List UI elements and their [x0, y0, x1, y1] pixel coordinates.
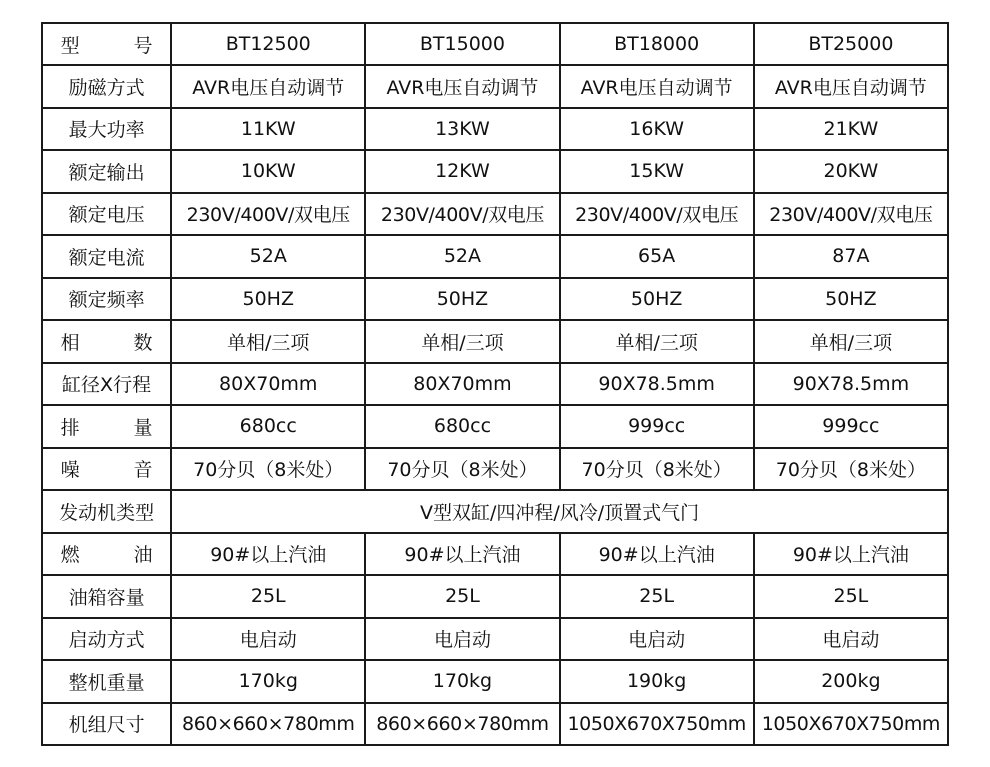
- cell-value: 90#以上汽油: [792, 544, 909, 567]
- row-label: 最大功率: [68, 119, 145, 142]
- cell-value: 999cc: [822, 415, 880, 438]
- cell-value: 70分贝（8米处）: [581, 459, 732, 482]
- value-cell: [754, 150, 948, 193]
- cell-value: 21KW: [823, 117, 879, 140]
- row-label: 油箱容量: [68, 586, 145, 609]
- value-cell: [560, 108, 754, 151]
- cell-value: 50HZ: [242, 287, 294, 310]
- spec-row: [42, 363, 948, 406]
- value-cell: [560, 575, 754, 618]
- cell-value: 90#以上汽油: [210, 544, 327, 567]
- value-cell: [365, 405, 559, 448]
- row-label-cell: [42, 405, 171, 448]
- cell-value: 65A: [638, 245, 676, 268]
- row-label-cell: [42, 618, 171, 661]
- value-cell: [171, 448, 365, 491]
- value-cell: [171, 235, 365, 278]
- value-cell: [560, 320, 754, 363]
- cell-value: 52A: [443, 245, 482, 268]
- cell-value: 90X78.5mm: [792, 372, 910, 395]
- cell-value: 电启动: [433, 629, 491, 652]
- cell-value: 230V/400V/双电压: [769, 204, 933, 227]
- spec-row: [42, 490, 948, 533]
- spec-row: [42, 533, 948, 576]
- value-cell: [365, 235, 559, 278]
- spec-row: [42, 618, 948, 661]
- spec-row: [42, 320, 948, 363]
- row-label: 励磁方式: [68, 76, 145, 99]
- value-cell: [560, 278, 754, 321]
- cell-value: 1050X670X750mm: [567, 712, 746, 735]
- row-label: 缸径X行程: [62, 374, 152, 397]
- value-cell: [754, 660, 948, 703]
- value-cell: [754, 108, 948, 151]
- cell-value: 170kg: [432, 670, 493, 693]
- row-label-cell: [42, 278, 171, 321]
- value-cell: [560, 65, 754, 108]
- value-cell: [560, 363, 754, 406]
- value-cell: [365, 150, 559, 193]
- value-cell: [754, 533, 948, 576]
- spec-row: [42, 150, 948, 193]
- cell-value: 20KW: [823, 160, 879, 183]
- cell-value: 单相/三项: [227, 331, 310, 354]
- row-label-cell: [42, 575, 171, 618]
- value-cell: [365, 363, 559, 406]
- value-cell: [754, 448, 948, 491]
- value-cell: [365, 278, 559, 321]
- value-cell: [365, 533, 559, 576]
- spec-row: [42, 703, 948, 746]
- cell-value: AVR电压自动调节: [774, 76, 927, 99]
- value-cell: [365, 108, 559, 151]
- cell-value: 70分贝（8米处）: [775, 459, 926, 482]
- cell-value: 15KW: [629, 160, 685, 183]
- value-cell: [171, 363, 365, 406]
- value-cell: [560, 405, 754, 448]
- value-cell: [171, 575, 365, 618]
- model-header-1: [171, 23, 365, 65]
- value-cell: [171, 320, 365, 363]
- cell-value: 80X70mm: [413, 372, 512, 395]
- value-cell: [754, 363, 948, 406]
- row-label: 额定输出: [68, 161, 145, 184]
- cell-value: 单相/三项: [615, 331, 698, 354]
- value-cell: [365, 65, 559, 108]
- value-cell: [560, 660, 754, 703]
- value-cell: [754, 193, 948, 236]
- value-cell: [171, 150, 365, 193]
- cell-value: 13KW: [435, 117, 490, 140]
- value-cell: [560, 618, 754, 661]
- value-cell: [171, 278, 365, 321]
- spec-row: [42, 235, 948, 278]
- merged-value-cell: [171, 490, 948, 533]
- cell-value: 1050X670X750mm: [761, 712, 941, 735]
- cell-value: 25L: [250, 585, 286, 608]
- row-label: 发动机类型: [59, 501, 155, 524]
- value-cell: [754, 65, 948, 108]
- model-name: BT12500: [225, 33, 311, 55]
- cell-value: 90#以上汽油: [404, 544, 521, 567]
- cell-value: 860×660×780mm: [376, 712, 549, 735]
- value-cell: [754, 575, 948, 618]
- spec-table: [41, 22, 949, 746]
- cell-value: 50HZ: [825, 287, 877, 310]
- row-label: 额定频率: [68, 289, 145, 312]
- spec-row: [42, 575, 948, 618]
- value-cell: [754, 235, 948, 278]
- row-label-cell: [42, 448, 171, 491]
- value-cell: [365, 703, 559, 746]
- value-cell: [560, 235, 754, 278]
- cell-value: 190kg: [626, 670, 687, 693]
- row-label: 机组尺寸: [68, 714, 145, 737]
- header-row: [42, 23, 948, 65]
- cell-value: 200kg: [821, 670, 881, 693]
- cell-value: 680cc: [433, 415, 492, 438]
- cell-value: 电启动: [239, 629, 297, 652]
- cell-value: 680cc: [239, 415, 297, 438]
- cell-value: 25L: [445, 585, 480, 608]
- value-cell: [754, 618, 948, 661]
- cell-value: 230V/400V/双电压: [186, 204, 350, 227]
- value-cell: [560, 533, 754, 576]
- cell-value: 230V/400V/双电压: [380, 204, 545, 227]
- spec-body: [42, 65, 948, 745]
- cell-value: 12KW: [435, 160, 490, 183]
- row-label-cell: [42, 533, 171, 576]
- value-cell: [171, 703, 365, 746]
- model-header-2: [365, 23, 559, 65]
- cell-value: AVR电压自动调节: [192, 76, 345, 99]
- value-cell: [365, 320, 559, 363]
- cell-value: 电启动: [628, 629, 686, 652]
- row-label: 排 量: [60, 416, 153, 439]
- spec-row: [42, 193, 948, 236]
- value-cell: [171, 108, 365, 151]
- value-cell: [171, 193, 365, 236]
- cell-value: 230V/400V/双电压: [575, 204, 739, 227]
- value-cell: [365, 448, 559, 491]
- value-cell: [560, 703, 754, 746]
- header-label: [42, 23, 171, 65]
- cell-value: 90X78.5mm: [598, 372, 715, 395]
- cell-value: 860×660×780mm: [182, 712, 355, 735]
- row-label: 整机重量: [68, 671, 145, 694]
- value-cell: [560, 448, 754, 491]
- row-label-cell: [42, 660, 171, 703]
- cell-value: 70分贝（8米处）: [193, 459, 344, 482]
- spec-row: [42, 278, 948, 321]
- cell-value: 单相/三项: [809, 331, 893, 354]
- cell-value: 电启动: [822, 629, 880, 652]
- model-name: BT18000: [614, 33, 700, 55]
- cell-value: 50HZ: [630, 287, 683, 310]
- row-label: 相 数: [60, 331, 153, 354]
- spec-row: [42, 660, 948, 703]
- model-header-4: [754, 23, 948, 65]
- spec-row: [42, 65, 948, 108]
- cell-value: 170kg: [238, 670, 298, 693]
- value-cell: [171, 405, 365, 448]
- value-cell: [560, 150, 754, 193]
- row-label: 噪 音: [60, 459, 153, 482]
- row-label: 额定电压: [68, 204, 145, 227]
- spec-row: [42, 448, 948, 491]
- value-cell: [171, 618, 365, 661]
- cell-value: 单相/三项: [421, 331, 504, 354]
- row-label-cell: [42, 490, 171, 533]
- cell-value: 11KW: [240, 117, 296, 140]
- value-cell: [754, 320, 948, 363]
- row-label: 燃 油: [60, 544, 153, 567]
- row-label-cell: [42, 193, 171, 236]
- model-name: BT15000: [419, 33, 505, 55]
- value-cell: [365, 193, 559, 236]
- cell-value: 52A: [249, 245, 287, 268]
- cell-value: 16KW: [629, 117, 685, 140]
- cell-value: 50HZ: [436, 287, 489, 310]
- row-label-cell: [42, 363, 171, 406]
- row-label-cell: [42, 65, 171, 108]
- header-label-text: 型 号: [60, 34, 153, 57]
- value-cell: [171, 660, 365, 703]
- row-label-cell: [42, 108, 171, 151]
- value-cell: [754, 405, 948, 448]
- row-label-cell: [42, 235, 171, 278]
- row-label: 额定电流: [68, 246, 145, 269]
- cell-value: AVR电压自动调节: [580, 76, 733, 99]
- cell-value: 25L: [833, 585, 869, 608]
- value-cell: [365, 618, 559, 661]
- value-cell: [754, 278, 948, 321]
- value-cell: [754, 703, 948, 746]
- cell-value: 87A: [832, 245, 870, 268]
- row-label-cell: [42, 150, 171, 193]
- value-cell: [560, 193, 754, 236]
- row-label: 启动方式: [68, 629, 145, 652]
- spec-row: [42, 405, 948, 448]
- value-cell: [365, 660, 559, 703]
- row-label-cell: [42, 703, 171, 746]
- spec-row: [42, 108, 948, 151]
- model-header-3: [560, 23, 754, 65]
- cell-value: 10KW: [240, 160, 296, 183]
- cell-value: AVR电压自动调节: [386, 76, 539, 99]
- cell-value: 25L: [639, 585, 675, 608]
- cell-value: 70分贝（8米处）: [387, 459, 538, 482]
- value-cell: [171, 65, 365, 108]
- cell-value: 999cc: [628, 415, 686, 438]
- value-cell: [171, 533, 365, 576]
- cell-value: 80X70mm: [219, 372, 318, 395]
- merged-value: V型双缸/四冲程/风冷/顶置式气门: [419, 501, 700, 524]
- value-cell: [365, 575, 559, 618]
- cell-value: 90#以上汽油: [598, 544, 715, 567]
- row-label-cell: [42, 320, 171, 363]
- model-name: BT25000: [808, 33, 894, 55]
